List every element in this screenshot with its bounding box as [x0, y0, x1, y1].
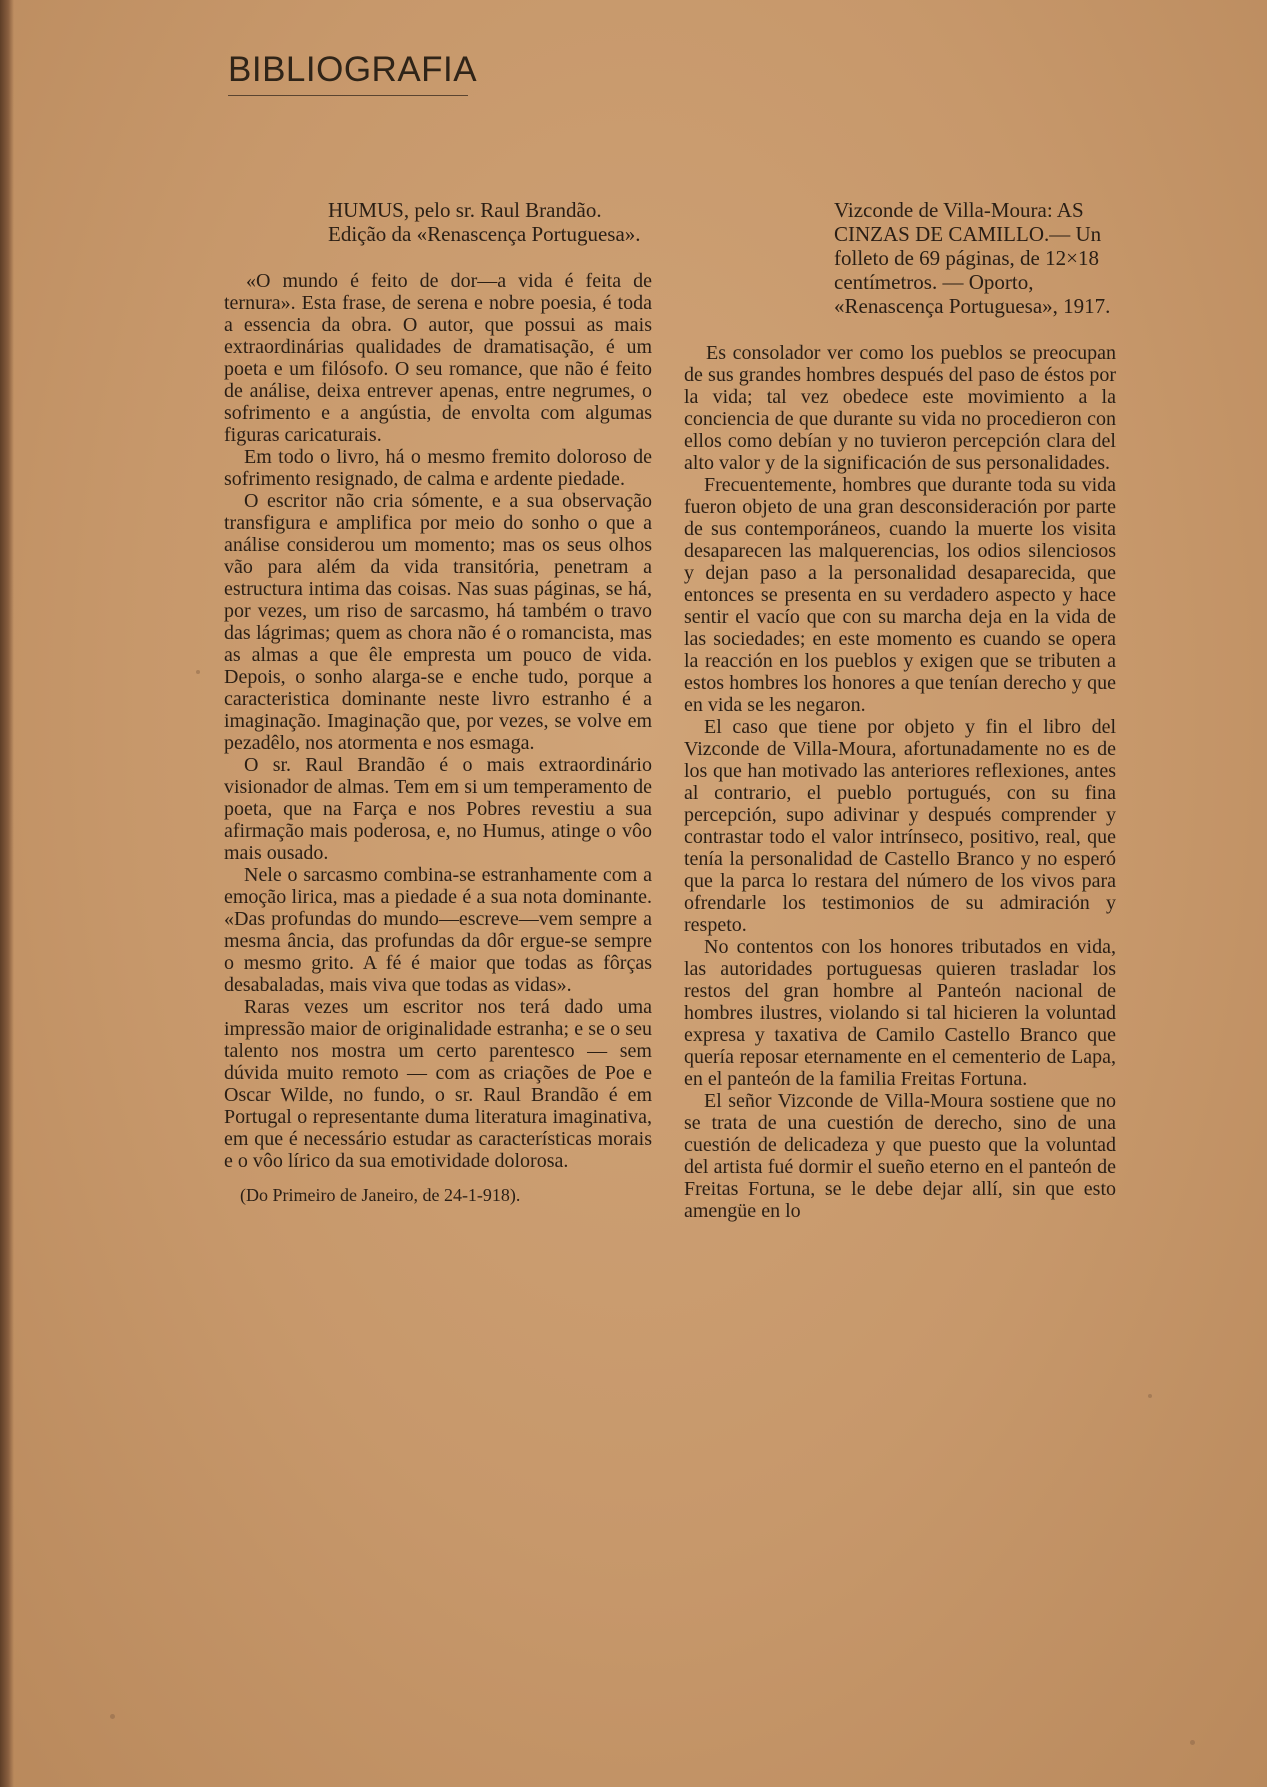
page-edge-shadow — [0, 0, 14, 1787]
right-column-review — [684, 198, 1116, 1222]
right-paragraph-1: Es consolador ver como los pueblos se preocupan de sus grandes hombres después del paso de éstos por la vida; tal vez obedece este movimiento a la conciencia de que durante su vida no procedieron con ellos como debían y no tuvieron percepción clara del alto valor y de la significación de sus personalidades. — [684, 342, 1116, 474]
left-paragraph-4: O sr. Raul Brandão é o mais extraordinário visionador de almas. Tem em si um temperamento de poeta, que na Farça e nos Pobres revestiu a sua afirmação mais poderosa, e, no Humus, atinge o vôo mais ousado. — [224, 754, 652, 864]
right-paragraph-3: El caso que tiene por objeto y fin el libro del Vizconde de Villa-Moura, afortunadamente no es de los que han motivado las anteriores reflexiones, antes al contrario, el pueblo portugués, con su fina percepción, supo adivinar y después comprender y contrastar todo el valor intrínseco, positivo, real, que tenía la personalidad de Castello Branco y no esperó que la parca lo restara del número de los vivos para ofrendarle los testimonios de su admiración y respeto. — [684, 716, 1116, 936]
left-column-review — [224, 198, 652, 1206]
left-paragraph-1: «O mundo é feito de dor—a vida é feita de ternura». Esta frase, de serena e nobre poesia, é toda a essencia da obra. O autor, que possui as mais extraordinárias qualidades de dramatisação, é um poeta e um filósofo. O seu romance, que não é feito de análise, deixa entrever apenas, entre negrumes, o sofrimento e a angústia, de envolta com algumas figuras caricaturais. — [224, 270, 652, 446]
paper-speck — [1148, 1394, 1152, 1398]
section-header: BIBLIOGRAFIA — [228, 50, 478, 89]
paper-speck — [1190, 1740, 1195, 1745]
left-paragraph-5: Nele o sarcasmo combina-se estranhamente com a emoção lirica, mas a piedade é a sua nota dominante. «Das profundas do mundo—escreve—vem sempre a mesma ância, das profundas da dôr ergue-se sempre o mesmo grito. A fé é maior que todas as fôrças desabaladas, mais viva que todas as vidas». — [224, 864, 652, 996]
paper-speck — [110, 1714, 115, 1719]
right-paragraph-2: Frecuentemente, hombres que durante toda su vida fueron objeto de una gran desconsideración por parte de sus contemporáneos, cuando la muerte los visita desaparecen las malquerencias, los odios silenciosos y dejan paso a la personalidad desaparecida, que entonces se presenta en su verdadero aspecto y hace sentir el vacío que con su marcha deja en la vida de las sociedades; en este momento es cuando se opera la reacción en los pueblos y exigen que se tributen a estos hombres los honores a que tenían derecho y que en vida se les negaron. — [684, 474, 1116, 716]
right-paragraph-4: No contentos con los honores tributados en vida, las autoridades portuguesas quieren trasladar los restos del gran hombre al Panteón nacional de hombres ilustres, violando si tal hicieren la voluntad expresa y taxativa de Camilo Castello Branco que quería reposar eternamente en el cementerio de Lapa, en el panteón de la familia Freitas Fortuna. — [684, 936, 1116, 1090]
left-review-source: (Do Primeiro de Janeiro, de 24-1-918). — [240, 1185, 521, 1205]
left-paragraph-2: Em todo o livro, há o mesmo fremito doloroso de sofrimento resignado, de calma e ardente piedade. — [224, 446, 652, 490]
paper-speck — [196, 670, 200, 674]
right-review-heading: Vizconde de Villa-Moura: AS CINZAS DE CAMILLO.— Un folleto de 69 páginas, de 12×18 centímetros. — Oporto, «Renascença Portuguesa», 1917. — [834, 198, 1111, 318]
right-paragraph-5: El señor Vizconde de Villa-Moura sostiene que no se trata de una cuestión de derecho, sino de una cuestión de delicadeza y que puesto que la voluntad del artista fué dormir el sueño eterno en el panteón de Freitas Fortuna, se le debe dejar allí, sin que esto amengüe en lo — [684, 1090, 1116, 1222]
left-paragraph-3: O escritor não cria sómente, e a sua observação transfigura e amplifica por meio do sonho o que a análise considerou um momento; mas os seus olhos vão para além da vida transitória, penetram a estructura intima das coisas. Nas suas páginas, se há, por vezes, um riso de sarcasmo, há também o travo das lágrimas; quem as chora não é o romancista, mas as almas a que êle empresta um pouco de vida. Depois, o sonho alarga-se e enche tudo, porque a caracteristica dominante neste livro estranho é a imaginação. Imaginação que, por vezes, se volve em pezadêlo, nos atormenta e nos esmaga. — [224, 490, 652, 754]
left-review-heading: HUMUS, pelo sr. Raul Brandão. Edição da «Renascença Portuguesa». — [328, 198, 641, 246]
left-paragraph-6: Raras vezes um escritor nos terá dado uma impressão maior de originalidade estranha; e se o seu talento nos mostra um certo parentesco — sem dúvida muito remoto — com as criações de Poe e Oscar Wilde, no fundo, o sr. Raul Brandão é em Portugal o representante duma literatura imaginativa, em que é necessário estudar as características morais e o vôo lírico da sua emotividade dolorosa. — [224, 996, 652, 1172]
header-underline — [228, 95, 468, 96]
